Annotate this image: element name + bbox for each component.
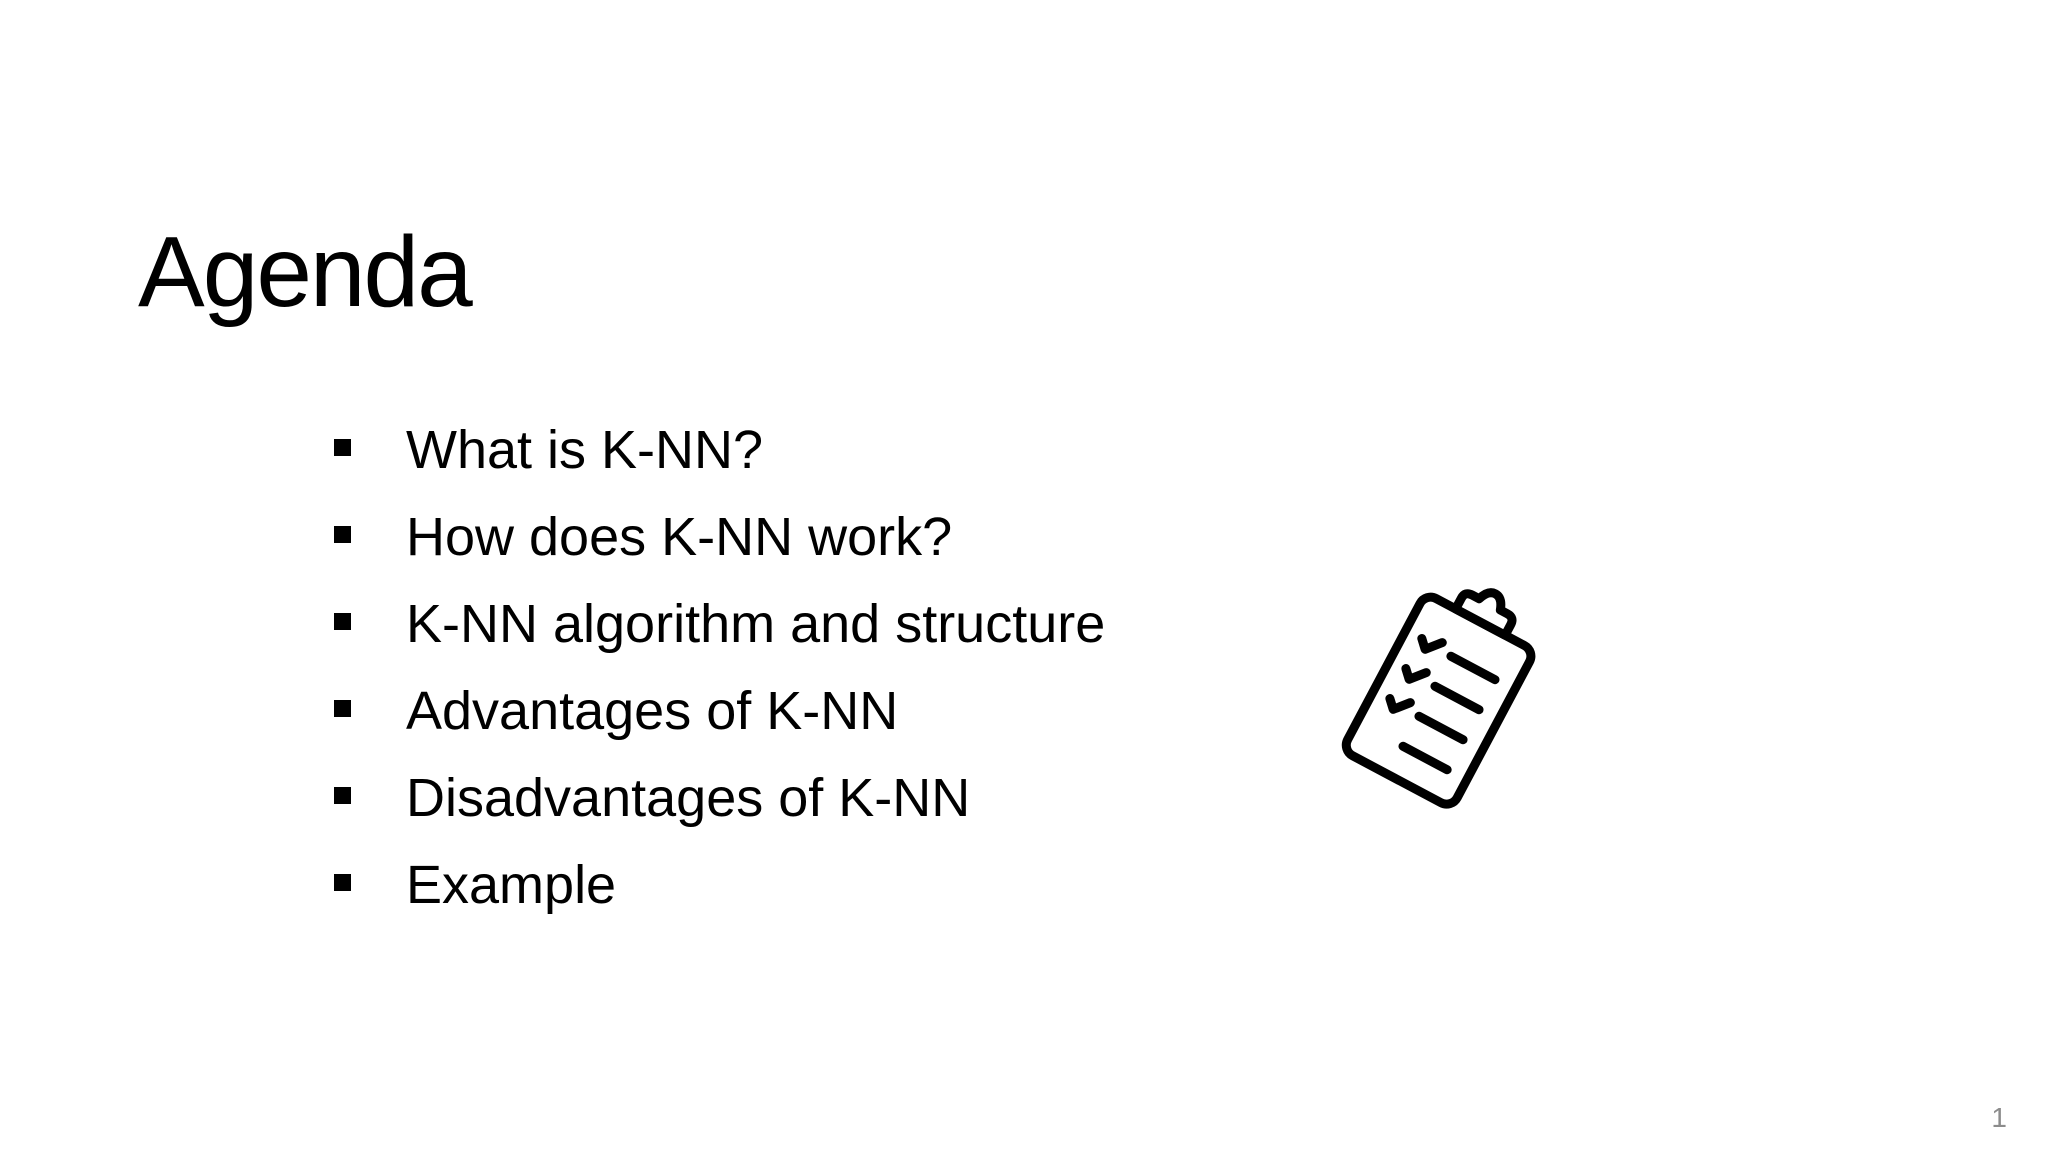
agenda-item-label: Disadvantages of K-NN: [406, 768, 971, 828]
square-bullet-icon: [334, 874, 351, 891]
square-bullet-icon: [334, 787, 351, 804]
agenda-list: [330, 414, 1105, 936]
agenda-item-label: How does K-NN work?: [406, 507, 953, 567]
slide-title: Agenda: [138, 216, 471, 328]
agenda-item: [330, 849, 1105, 936]
agenda-item: [330, 588, 1105, 675]
agenda-item-label: Example: [406, 855, 617, 915]
clipboard-checklist-icon: [1320, 578, 1560, 818]
square-bullet-icon: [334, 526, 351, 543]
agenda-item-label: What is K-NN?: [406, 420, 764, 480]
square-bullet-icon: [334, 439, 351, 456]
square-bullet-icon: [334, 700, 351, 717]
agenda-item: [330, 414, 1105, 501]
agenda-item: [330, 675, 1105, 762]
agenda-item: [330, 762, 1105, 849]
page-number: 1: [1991, 1102, 2007, 1133]
square-bullet-icon: [334, 613, 351, 630]
agenda-item-label: Advantages of K-NN: [406, 681, 899, 741]
agenda-item-label: K-NN algorithm and structure: [406, 594, 1106, 654]
agenda-item: [330, 501, 1105, 588]
